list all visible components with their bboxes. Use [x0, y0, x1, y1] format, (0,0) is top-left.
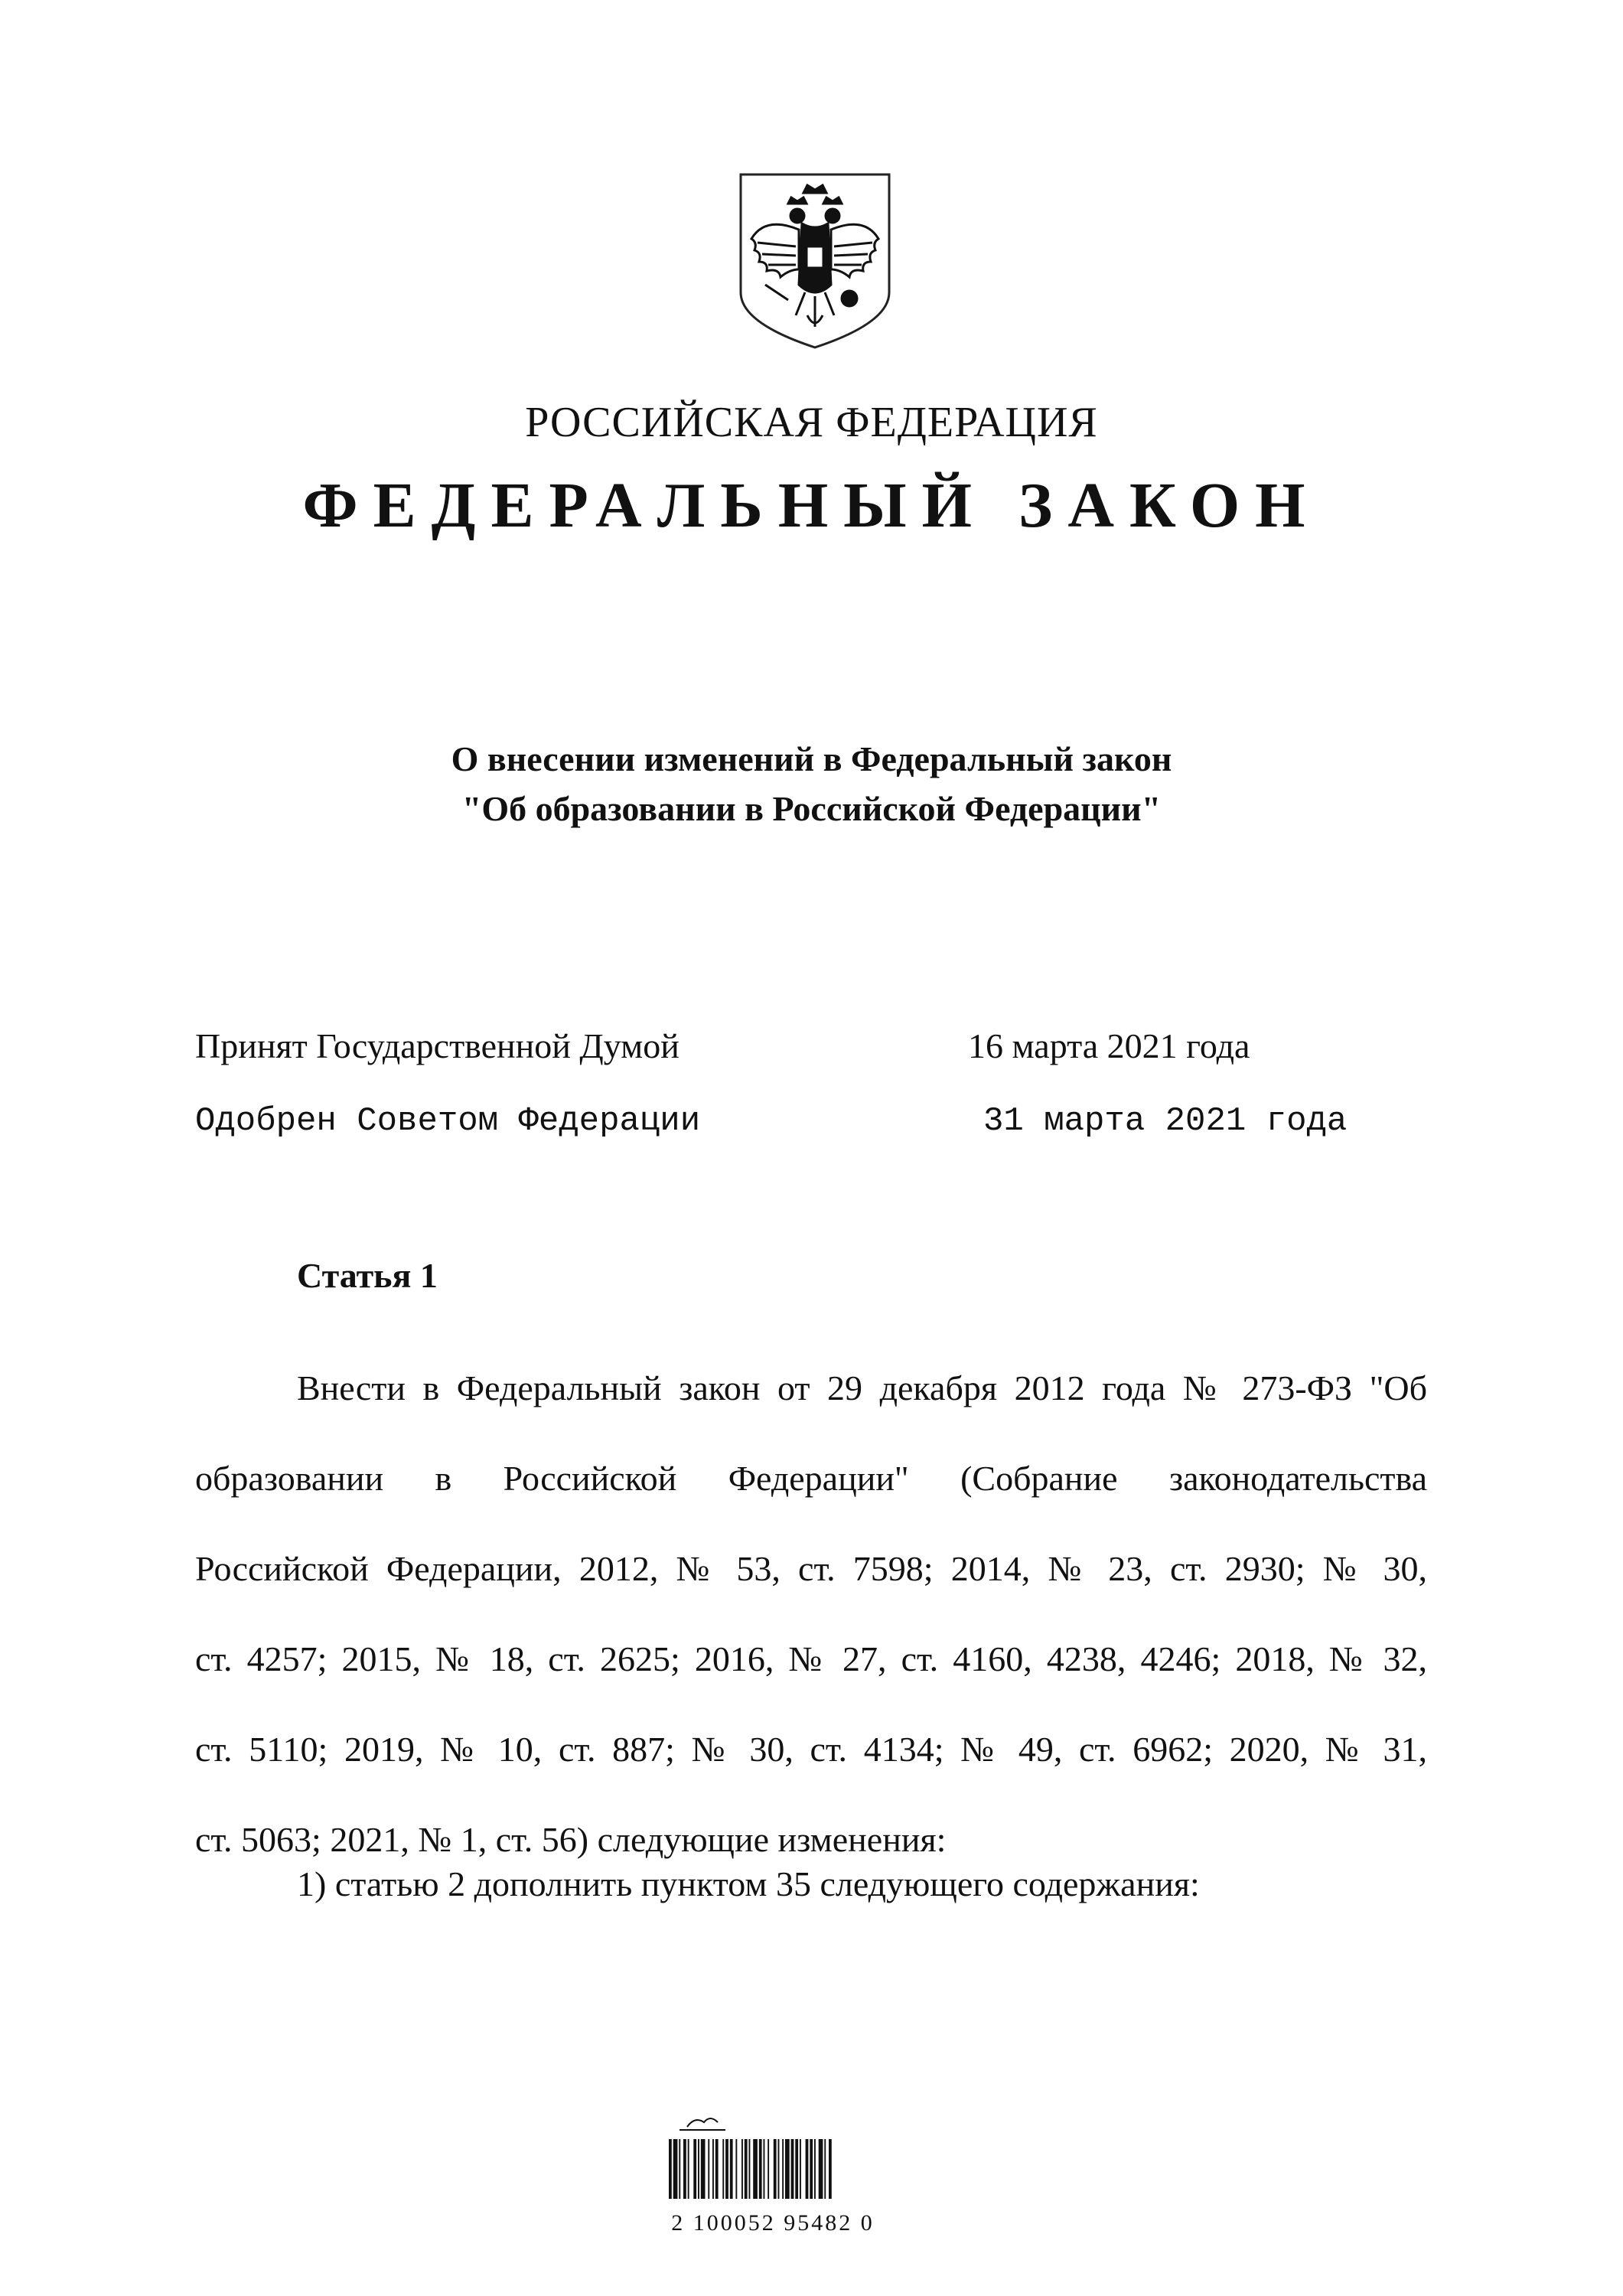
barcode-bar	[715, 2139, 719, 2199]
barcode-bar	[693, 2139, 696, 2199]
duma-adoption-label: Принят Государственной Думой	[195, 1026, 680, 1065]
barcode-bar	[806, 2139, 809, 2199]
barcode-bar	[814, 2139, 816, 2199]
barcode-bar	[768, 2139, 769, 2199]
barcode-bar	[745, 2139, 748, 2199]
barcode-bar	[701, 2139, 706, 2199]
paragraph-line: ст. 5063; 2021, № 1, ст. 56) следующие изменения:	[195, 1820, 947, 1859]
barcode-bar	[785, 2139, 790, 2199]
paragraph-line: образовании в Российской Федерации" (Собрание законодательства	[195, 1459, 1427, 1498]
barcode-bar	[759, 2139, 762, 2199]
country-name: РОССИЙСКАЯ ФЕДЕРАЦИЯ	[525, 399, 1098, 446]
barcode-bar	[810, 2139, 813, 2199]
article-paragraph	[195, 1343, 1427, 1885]
barcode-bar	[753, 2139, 758, 2199]
document-type: ФЕДЕРАЛЬНЫЙ ЗАКОН	[302, 470, 1321, 541]
barcode-bar	[683, 2139, 686, 2199]
paragraph-line: ст. 4257; 2015, № 18, ст. 2625; 2016, № 27, ст. 4160, 4238, 4246; 2018, № 32,	[195, 1639, 1427, 1678]
paragraph-line: ст. 5110; 2019, № 10, ст. 887; № 30, ст. 4134; № 49, ст. 6962; 2020, № 31,	[195, 1730, 1427, 1769]
duma-adoption-date: 16 марта 2021 года	[968, 1026, 1250, 1065]
barcode-bar	[698, 2139, 699, 2199]
barcode-bar	[730, 2139, 733, 2199]
barcode-bar	[688, 2139, 689, 2199]
barcode-bar	[669, 2139, 672, 2199]
paragraph-line: Внести в Федеральный закон от 29 декабря 2012 года № 273-ФЗ "Об	[297, 1368, 1427, 1407]
barcode-bar	[712, 2139, 714, 2199]
barcode-bar	[774, 2139, 777, 2199]
barcode-bar	[824, 2139, 826, 2199]
barcode-number: 2 100052 95482 0	[671, 2210, 875, 2236]
barcode-bar	[764, 2139, 765, 2199]
russian-coat-of-arms-icon	[735, 170, 895, 352]
article-heading: Статья 1	[297, 1256, 438, 1295]
council-approval-date: 31 марта 2021 года	[983, 1102, 1348, 1140]
paragraph-line: Российской Федерации, 2012, № 53, ст. 7598; 2014, № 23, ст. 2930; № 30,	[195, 1549, 1427, 1588]
barcode-bar	[749, 2139, 751, 2199]
barcode-bar	[673, 2139, 678, 2199]
barcode-bar	[829, 2139, 832, 2199]
barcode-icon	[664, 2116, 878, 2200]
barcode-bar	[741, 2139, 743, 2199]
article-item-1: 1) статью 2 дополнить пунктом 35 следующего содержания:	[297, 1864, 1200, 1903]
barcode-bar	[722, 2139, 724, 2199]
barcode-bar	[679, 2139, 680, 2199]
law-title-line-2: "Об образовании в Российской Федерации"	[461, 789, 1162, 828]
barcode-bar	[795, 2139, 798, 2199]
barcode-bar	[800, 2139, 801, 2199]
barcode-bar	[819, 2139, 823, 2199]
barcode-bar	[708, 2139, 709, 2199]
barcode-bar	[782, 2139, 784, 2199]
barcode-bar	[778, 2139, 780, 2199]
council-approval-label: Одобрен Советом Федерации	[195, 1102, 701, 1140]
law-title-line-1: О внесении изменений в Федеральный закон	[451, 739, 1172, 778]
barcode-bar	[725, 2139, 728, 2199]
barcode-bar	[791, 2139, 794, 2199]
barcode-bar	[735, 2139, 737, 2199]
